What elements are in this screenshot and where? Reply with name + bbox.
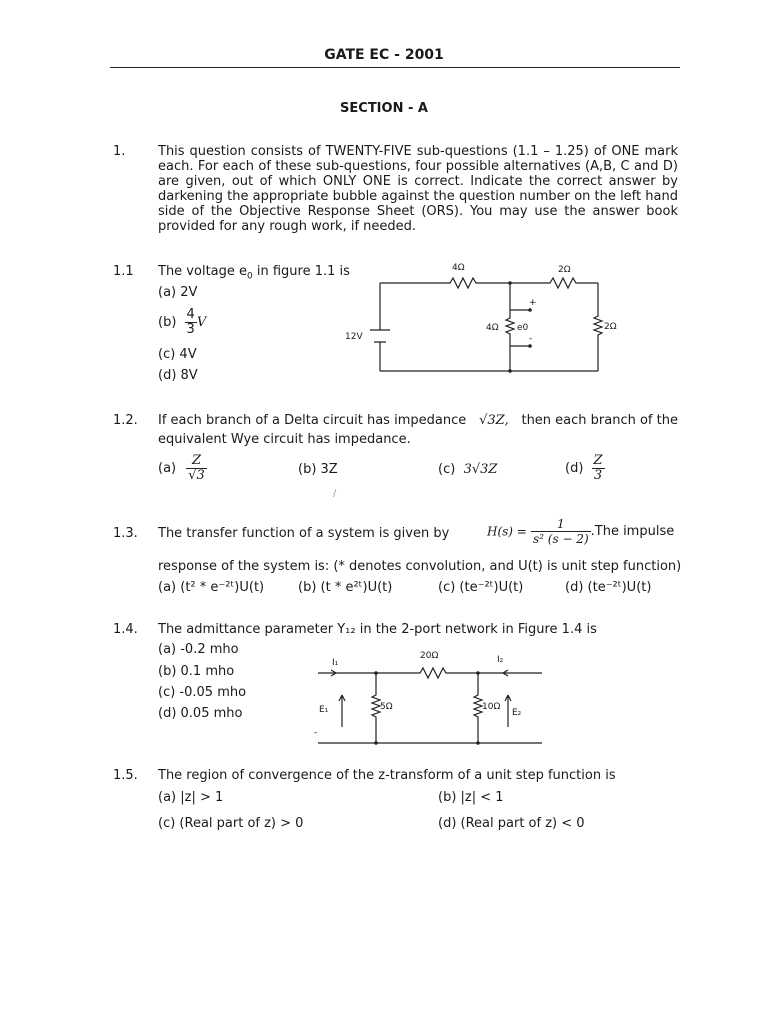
resistor-label: 2Ω bbox=[558, 265, 571, 275]
question-number: 1.3. bbox=[113, 526, 138, 541]
option-c: (c) (te⁻²ᵗ)U(t) bbox=[438, 580, 524, 595]
question-number: 1.4. bbox=[113, 622, 138, 637]
junction-dot bbox=[476, 741, 480, 745]
minus-sign: - bbox=[529, 334, 533, 344]
question-stem-line2: response of the system is: (* denotes convolution, and U(t) is unit step function) bbox=[158, 559, 682, 574]
port-label: E₁ bbox=[319, 705, 329, 715]
transfer-function: H(s) = $\frac{1}{\text{s² (s − 2)}}$ .The impulse bbox=[487, 517, 675, 546]
stray-mark: / bbox=[333, 488, 337, 499]
question-stem: The transfer function of a system is given by bbox=[158, 526, 450, 541]
junction-dot bbox=[508, 281, 512, 285]
option-c: (c) 4V bbox=[158, 347, 197, 362]
plus-sign: + bbox=[529, 298, 537, 308]
junction-dot bbox=[374, 741, 378, 745]
current-label: I₁ bbox=[332, 658, 339, 668]
top-wire bbox=[318, 668, 542, 678]
output-label: e0 bbox=[517, 323, 529, 333]
question-text: This question consists of TWENTY-FIVE sub-questions (1.1 – 1.25) of ONE mark each. For each of these sub-questions, four possible alternatives (A,B, C and D) are given, out of which ONLY ONE is correct. Indicate the correct answer by darkening the appropriate bubble against the question number on the left hand side of the Objective Response Sheet (ORS). You may use the answer book provided for any rough work, if needed. bbox=[158, 144, 678, 234]
option-b: (b) $\frac{4}{3}$ V bbox=[158, 307, 207, 337]
question-number: 1. bbox=[113, 144, 126, 159]
option-b: (b) |z| < 1 bbox=[438, 790, 504, 805]
middle-branch bbox=[506, 283, 514, 371]
option-a: (a) $\frac{Z}{√3}$ bbox=[158, 453, 205, 483]
e2-arrow bbox=[505, 695, 511, 727]
question-number: 1.5. bbox=[113, 768, 138, 783]
resistor-label: 5Ω bbox=[380, 702, 393, 712]
option-d: (d) 8V bbox=[158, 368, 198, 383]
option-d: (d) (Real part of z) < 0 bbox=[438, 816, 585, 831]
resistor-label: 2Ω bbox=[604, 322, 617, 332]
top-wire bbox=[380, 278, 598, 288]
option-c: (c) 3√3Z bbox=[438, 462, 498, 477]
option-a: (a) 2V bbox=[158, 285, 198, 300]
resistor-label: 10Ω bbox=[482, 702, 501, 712]
option-a: (a) -0.2 mho bbox=[158, 642, 239, 657]
source-label: 12V bbox=[345, 332, 363, 342]
resistor-label: 20Ω bbox=[420, 651, 439, 661]
junction-dot bbox=[508, 369, 512, 373]
terminal-dot bbox=[528, 344, 532, 348]
question-stem: The admittance parameter Y₁₂ in the 2-port network in Figure 1.4 is bbox=[158, 622, 597, 637]
option-b: (b) 0.1 mho bbox=[158, 664, 235, 679]
port-label: E₂ bbox=[512, 708, 522, 718]
minus-sign: - bbox=[314, 728, 318, 738]
junction-dot bbox=[476, 671, 480, 675]
resistor-5-ohm bbox=[372, 673, 380, 743]
option-a: (a) (t² * e⁻²ᵗ)U(t) bbox=[158, 580, 265, 595]
right-branch bbox=[594, 283, 602, 371]
option-b: (b) (t * e²ᵗ)U(t) bbox=[298, 580, 393, 595]
option-a: (a) |z| > 1 bbox=[158, 790, 224, 805]
e1-arrow bbox=[339, 695, 345, 727]
question-stem: If each branch of a Delta circuit has impedance √3Z, then each branch of the bbox=[158, 413, 678, 428]
question-number: 1.2. bbox=[113, 413, 138, 428]
option-b: (b) 3Z bbox=[298, 462, 338, 477]
resistor-label: 4Ω bbox=[452, 263, 465, 273]
resistor-label: 4Ω bbox=[486, 323, 499, 333]
circuit-figure-1-4 bbox=[310, 645, 550, 750]
battery-symbol bbox=[370, 330, 390, 342]
header-rule bbox=[110, 67, 680, 68]
circuit-figure-1-1 bbox=[340, 258, 630, 378]
junction-dot bbox=[374, 671, 378, 675]
resistor-10-ohm bbox=[474, 673, 482, 743]
page-title: GATE EC - 2001 bbox=[324, 47, 444, 63]
question-number: 1.1 bbox=[113, 264, 134, 279]
option-d: (d) $\frac{Z}{3}$ bbox=[565, 453, 603, 483]
question-stem-line2: equivalent Wye circuit has impedance. bbox=[158, 432, 411, 447]
option-d: (d) (te⁻²ᵗ)U(t) bbox=[565, 580, 652, 595]
question-stem: The region of convergence of the z-transform of a unit step function is bbox=[158, 768, 616, 783]
section-title: SECTION - A bbox=[340, 101, 428, 116]
terminal-dot bbox=[528, 308, 532, 312]
current-label: I₂ bbox=[497, 655, 504, 665]
option-d: (d) 0.05 mho bbox=[158, 706, 243, 721]
option-c: (c) -0.05 mho bbox=[158, 685, 247, 700]
option-c: (c) (Real part of z) > 0 bbox=[158, 816, 304, 831]
question-stem: The voltage $e_0$ in figure 1.1 is bbox=[158, 264, 350, 282]
